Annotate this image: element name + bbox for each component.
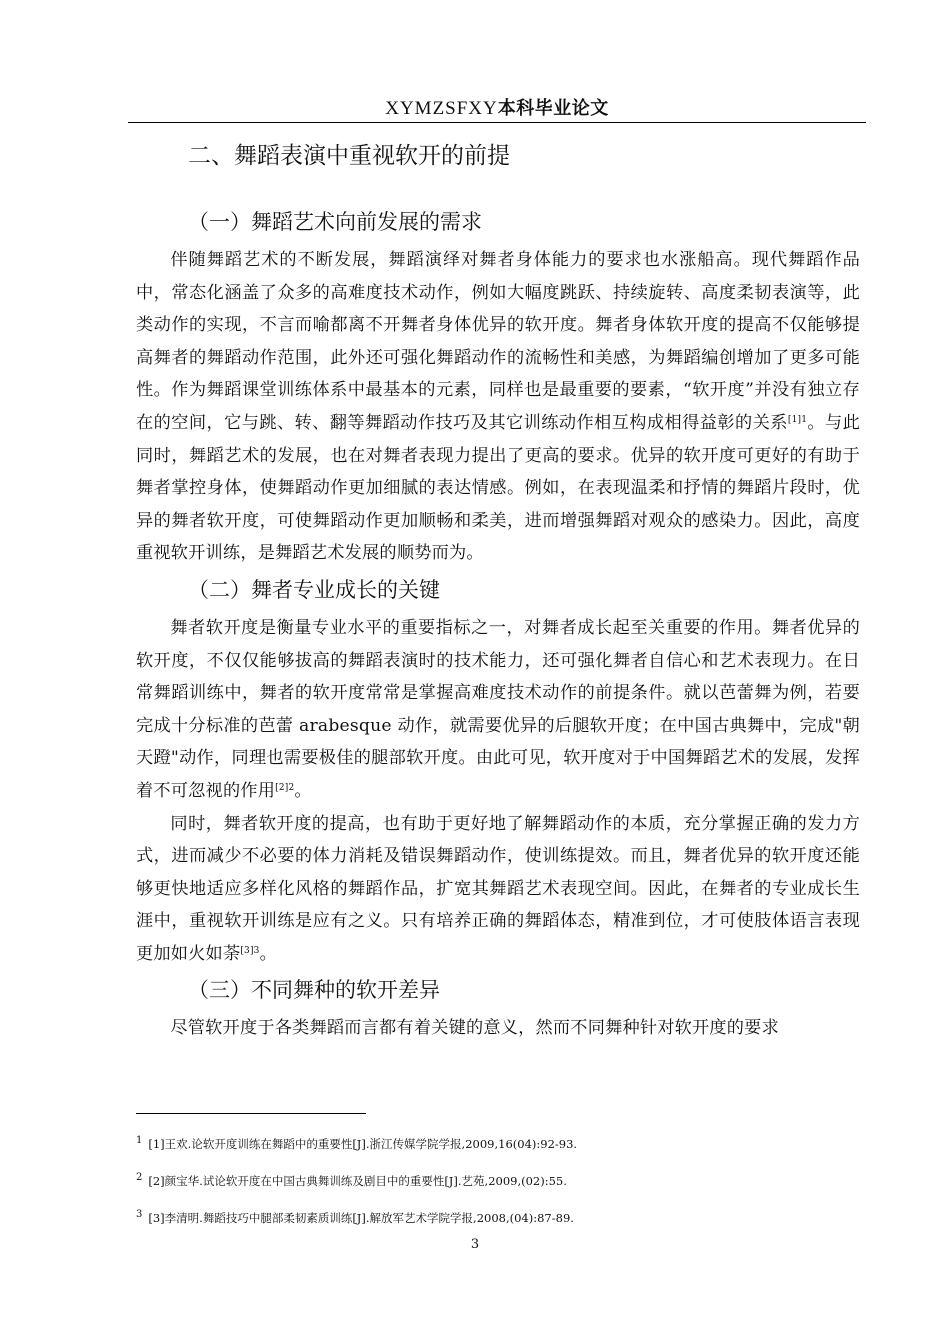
footnote-text: [2]颜宝华.试论软开度在中国古典舞训练及剧目中的重要性[J].艺苑,2009,(02):55. [148, 1174, 567, 1188]
paragraph-text: 伴随舞蹈艺术的不断发展，舞蹈演绎对舞者身体能力的要求也水涨船高。现代舞蹈作品中，常态化涵盖了众多的高难度技术动作，例如大幅度跳跃、持续旋转、高度柔韧表演等，此类动作的实现，不言而喻都离不开舞者身体优异的软开度。舞者身体软开度的提高不仅能够提高舞者的舞蹈动作范围，此外还可强化舞蹈动作的流畅性和美感，为舞蹈编创增加了更多可能性。作为舞蹈课堂训练体系中最基本的元素，同样也是最重要的要素，“软开度”并没有独立存在的空间，它与跳、转、翻等舞蹈动作技巧及其它训练动作相互构成相得益彰的关系 [136, 250, 860, 433]
header-title: 本科毕业论文 [497, 98, 609, 119]
citation-ref-1: [1]1 [787, 414, 808, 425]
footnote-text: [3]李清明.舞蹈技巧中腿部柔韧素质训练[J].解放军艺术学院学报,2008,(04):87-89. [148, 1211, 574, 1225]
main-content [136, 128, 860, 1045]
page-header [128, 94, 866, 123]
footnote-mark: 2 [136, 1172, 143, 1183]
subsection-title-3: （三）不同舞种的软开差异 [188, 978, 440, 1003]
paragraph-text: 。 [294, 780, 312, 801]
header-code: XYMZSFXY [385, 98, 498, 119]
footnote [136, 1167, 860, 1192]
page-number: 3 [470, 1237, 480, 1252]
footnote-mark: 3 [136, 1209, 143, 1220]
subsection-title-1: （一）舞蹈艺术向前发展的需求 [188, 210, 482, 234]
footnote [136, 1130, 860, 1155]
footnotes [136, 1130, 860, 1241]
footnote [136, 1204, 860, 1229]
paragraph-text: 舞者软开度是衡量专业水平的重要指标之一，对舞者成长起至关重要的作用。舞者优异的软开度，不仅仅能够拔高的舞蹈表演时的技术能力，还可强化舞者自信心和艺术表现力。在日常舞蹈训练中，舞者的软开度常常是掌握高难度技术动作的前提条件。就以芭蕾舞为例，若要完成十分标准的芭蕾 arabesque 动作，就需要优异的后腿软开度；在中国古典舞中，完成"朝天蹬"动作，同理也需要极佳的腿部软开度。由此可见，软开度对于中国舞蹈艺术的发展，发挥着不可忽视的作用 [136, 617, 860, 801]
citation-ref-2: [2]2 [275, 782, 295, 793]
header-text [385, 97, 609, 119]
paragraph [136, 1012, 860, 1045]
paragraph-text: 尽管软开度于各类舞蹈而言都有着关键的意义，然而不同舞种针对软开度的要求 [170, 1018, 779, 1039]
footnote-mark: 1 [136, 1135, 143, 1146]
citation-ref-3: [3]3 [240, 945, 260, 956]
footnote-text: [1]王欢.论软开度训练在舞蹈中的重要性[J].浙江传媒学院学报,2009,16(04):92-93. [148, 1137, 578, 1151]
footnote-divider [136, 1113, 366, 1114]
paragraph-text: 同时，舞者软开度的提高，也有助于更好地了解舞蹈动作的本质，充分掌握正确的发力方式，进而减少不必要的体力消耗及错误舞蹈动作，使训练提效。而且，舞者优异的软开度还能够更快地适应多样化风格的舞蹈作品，扩宽其舞蹈艺术表现空间。因此，在舞者的专业成长生涯中，重视软开训练是应有之义。只有培养正确的舞蹈体态，精准到位，才可使肢体语言表现更加如火如荼 [136, 813, 860, 964]
paragraph-text: 。 [259, 943, 277, 964]
paragraph-text: 。与此同时，舞蹈艺术的发展，也在对舞者表现力提出了更高的要求。优异的软开度可更好的有助于舞者掌控身体，使舞蹈动作更加细腻的表达情感。例如，在表现温柔和抒情的舞蹈片段时，优异的舞者软开度，可使舞蹈动作更加顺畅和柔美，进而增强舞蹈对观众的感染力。因此，高度重视软开训练，是舞蹈艺术发展的顺势而为。 [136, 412, 860, 564]
paragraph [136, 612, 860, 808]
paragraph [136, 244, 860, 570]
paragraph [136, 808, 860, 971]
section-title: 二、舞蹈表演中重视软开的前提 [188, 143, 510, 169]
subsection-title-2: （二）舞者专业成长的关键 [188, 577, 440, 602]
